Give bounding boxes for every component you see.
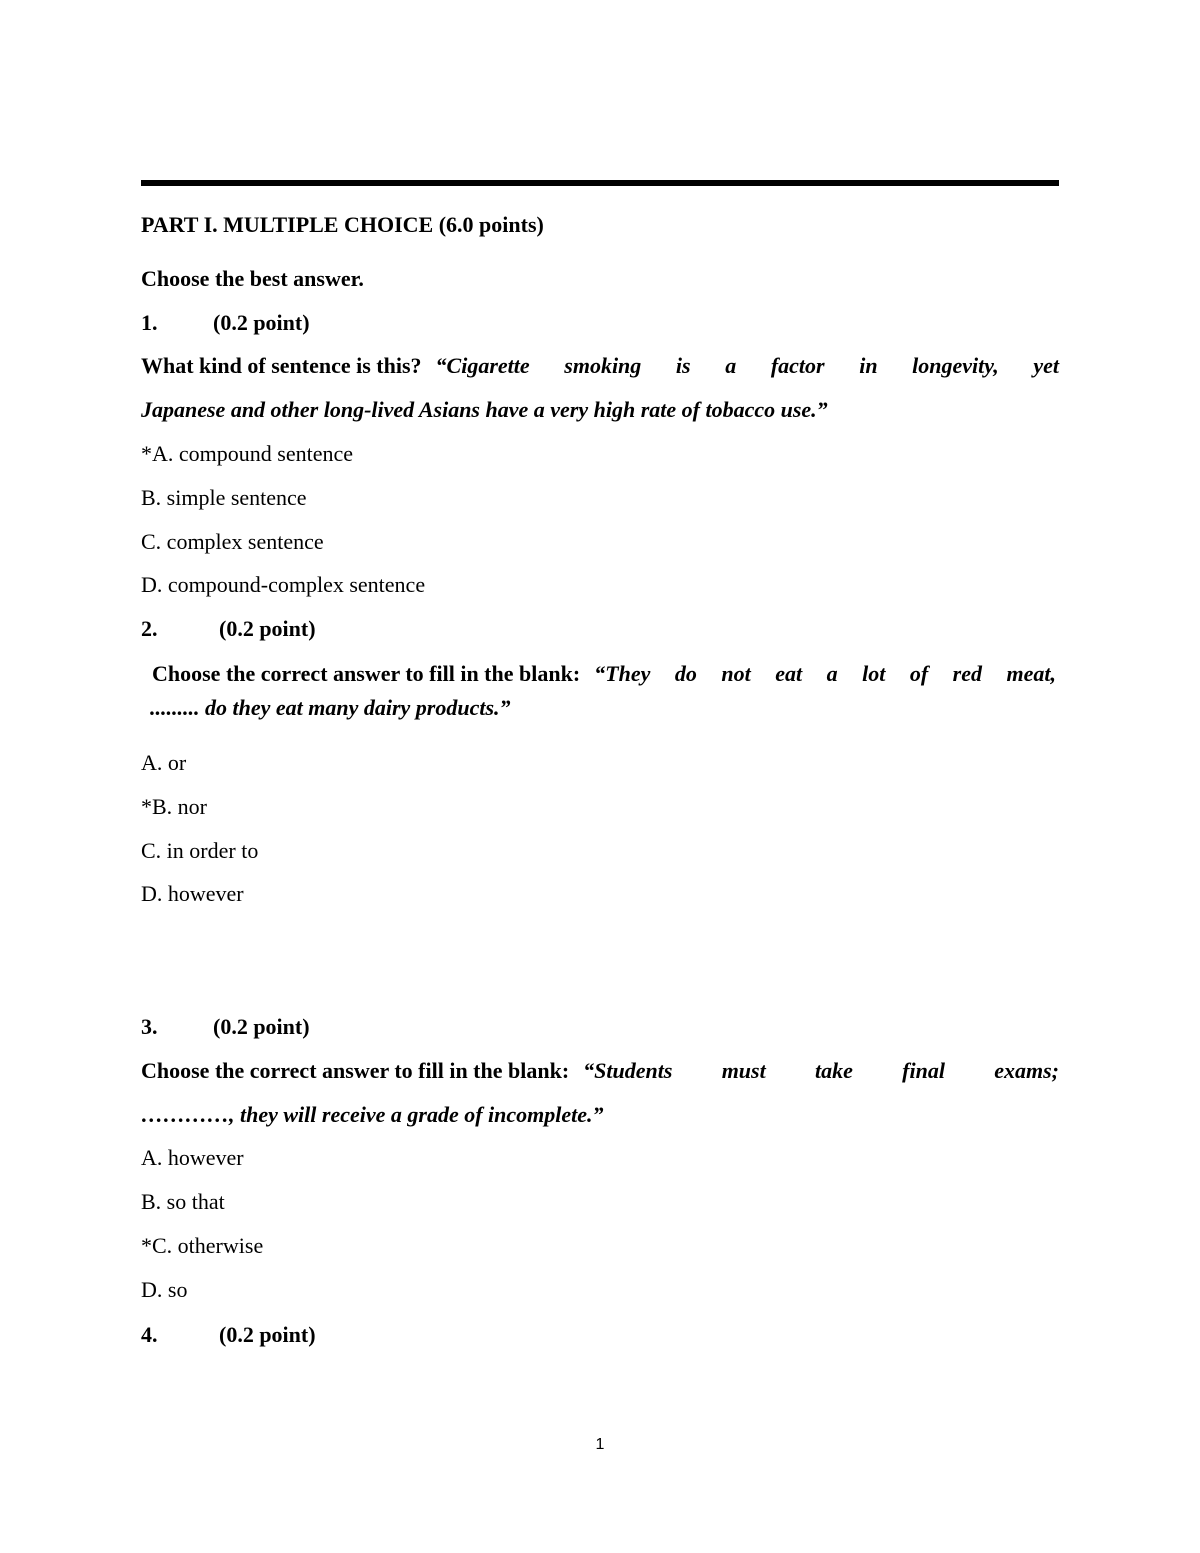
question-3-header [141,1013,310,1041]
answer-option[interactable]: A. or [141,750,187,775]
question-quote: “They do not eat a lot of red meat, [594,661,1056,686]
answer-option[interactable]: B. so that [141,1189,225,1214]
question-prompt: What kind of sentence is this? [141,353,422,378]
question-number: 3. [141,1014,158,1039]
page-number: 1 [595,1436,605,1453]
question-2-prompt-line1 [152,660,1056,688]
question-prompt: Choose the correct answer to fill in the blank: [141,1058,570,1083]
question-points: (0.2 point) [219,616,316,641]
answer-option[interactable]: D. however [141,881,244,906]
answer-option[interactable]: D. compound-complex sentence [141,572,426,597]
answer-option[interactable]: A. however [141,1145,244,1170]
instruction: Choose the best answer. [141,266,364,291]
answer-option[interactable]: *C. otherwise [141,1233,264,1258]
question-4-header [141,1321,316,1349]
question-3-prompt-line1 [141,1057,1059,1085]
header-rule [141,180,1059,186]
answer-option[interactable]: B. simple sentence [141,485,307,510]
answer-option[interactable]: C. complex sentence [141,529,324,554]
question-1-quote-line2: Japanese and other long-lived Asians have a very high rate of tobacco use.” [141,397,828,422]
answer-option[interactable]: C. in order to [141,838,259,863]
question-1-prompt-line1 [141,352,1059,380]
question-2-header [141,615,316,643]
part-title: PART I. MULTIPLE CHOICE (6.0 points) [141,212,544,237]
question-number: 2. [141,616,158,641]
question-2-quote-line2: ......... do they eat many dairy products.” [150,695,511,720]
question-number: 4. [141,1322,158,1347]
question-points: (0.2 point) [213,310,310,335]
question-prompt: Choose the correct answer to fill in the blank: [152,661,581,686]
question-points: (0.2 point) [213,1014,310,1039]
question-quote: “Cigarette smoking is a factor in longevity, yet [435,353,1059,378]
answer-option[interactable]: *A. compound sentence [141,441,353,466]
question-points: (0.2 point) [219,1322,316,1347]
question-quote: “Students must take final exams; [583,1058,1059,1083]
question-number: 1. [141,310,158,335]
question-3-quote-line2: …………, they will receive a grade of incomplete.” [141,1102,604,1127]
answer-option[interactable]: *B. nor [141,794,207,819]
answer-option[interactable]: D. so [141,1277,188,1302]
question-1-header [141,309,310,337]
